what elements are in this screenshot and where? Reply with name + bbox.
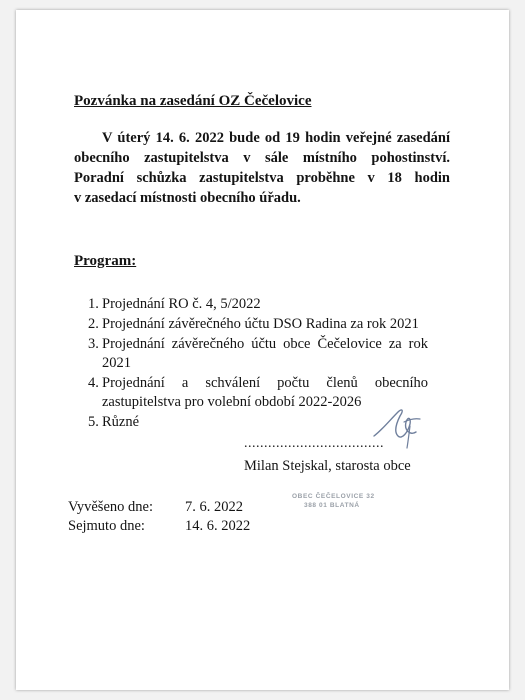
stamp-line: OBEC ČEČELOVICE 32 xyxy=(292,493,375,500)
removed-date: 14. 6. 2022 xyxy=(185,518,251,534)
program-item-line: zastupitelstva pro volební období 2022-2026 xyxy=(102,394,362,410)
intro-paragraph xyxy=(74,128,450,208)
program-item xyxy=(88,295,428,314)
removed-label: Sejmuto dne: xyxy=(68,518,145,534)
official-stamp xyxy=(292,492,392,510)
program-item-number: 1. xyxy=(88,296,99,312)
program-item-text xyxy=(102,315,428,334)
intro-line: obecního zastupitelstva v sále místního pohostinství. xyxy=(74,150,450,166)
program-item-line: Projednání a schválení počtu členů obecního xyxy=(102,375,428,391)
signature-line: ................................... xyxy=(244,436,384,451)
program-item-number: 4. xyxy=(88,375,99,391)
intro-line: Poradní schůzka zastupitelstva proběhne v 18 hodin xyxy=(74,170,450,186)
posted-date: 7. 6. 2022 xyxy=(185,499,243,515)
program-item-line: Různé xyxy=(102,414,140,430)
posted-label: Vyvěšeno dne: xyxy=(68,499,153,515)
document-page xyxy=(16,10,509,690)
program-item-number: 5. xyxy=(88,414,99,430)
intro-line: V úterý 14. 6. 2022 bude od 19 hodin veřejné zasedání xyxy=(102,130,450,146)
program-item-line: 2021 xyxy=(102,355,131,371)
stamp-line: 388 01 BLATNÁ xyxy=(304,502,360,509)
program-item-number: 3. xyxy=(88,336,99,352)
program-item-line: Projednání závěrečného účtu DSO Radina za rok 2021 xyxy=(102,316,419,332)
program-heading: Program: xyxy=(74,253,137,269)
intro-line: v zasedací místnosti obecního úřadu. xyxy=(74,190,301,206)
signer-name: Milan Stejskal, starosta obce xyxy=(244,458,411,474)
program-item-line: Projednání RO č. 4, 5/2022 xyxy=(102,296,261,312)
program-item-text xyxy=(102,335,428,373)
document-title: Pozvánka na zasedání OZ Čečelovice xyxy=(74,93,312,109)
program-item-text xyxy=(102,295,428,314)
program-item-line: Projednání závěrečného účtu obce Čečelovice za rok xyxy=(102,336,428,352)
program-item-number: 2. xyxy=(88,316,99,332)
program-item xyxy=(88,315,428,334)
program-item xyxy=(88,335,428,373)
